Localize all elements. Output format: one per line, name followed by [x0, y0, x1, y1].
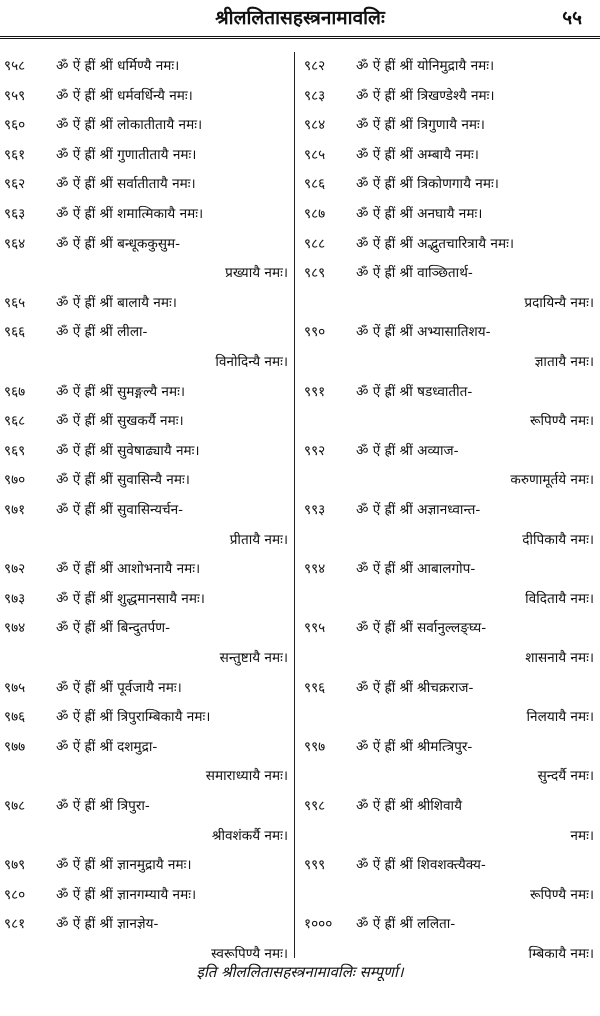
- entry-mantra: ॐ ऐं ह्रीं श्रीं श्रीचक्रराज-: [356, 679, 474, 696]
- entry-continuation: प्रदायिन्यै नमः।: [524, 294, 594, 311]
- header-rule: [0, 36, 600, 39]
- entry-mantra: ॐ ऐं ह्रीं श्रीं आबालगोप-: [356, 561, 476, 578]
- name-entry: [304, 200, 594, 229]
- entry-number: ९६२: [4, 176, 26, 193]
- entry-number: ९६४: [4, 235, 26, 252]
- entry-number: ९६६: [4, 324, 26, 341]
- entry-number: ९९७: [304, 738, 326, 755]
- entry-mantra: ॐ ऐं ह्रीं श्रीं धर्मिण्यै नमः।: [56, 58, 180, 74]
- name-entry: [4, 881, 288, 910]
- entry-mantra: ॐ ऐं ह्रीं श्रीं सुवेषाढ्यायै नमः।: [56, 442, 200, 459]
- entry-mantra: ॐ ऐं ह्रीं श्रीं ज्ञानज्ञेय-: [56, 916, 159, 933]
- entry-mantra: ॐ ऐं ह्रीं श्रीं लोकातीतायै नमः।: [56, 117, 203, 134]
- entry-continuation-line: [4, 822, 288, 851]
- entry-number: ९६९: [4, 442, 26, 459]
- name-entry: [4, 733, 288, 762]
- right-column: [304, 52, 594, 962]
- name-entry: [304, 141, 594, 170]
- name-entry: [4, 82, 288, 111]
- name-entry: [304, 170, 594, 199]
- entry-continuation: रूपिण्यै नमः।: [529, 413, 594, 430]
- name-entry: [4, 674, 288, 703]
- name-entry: [4, 555, 288, 584]
- entry-mantra: ॐ ऐं ह्रीं श्रीं बिन्दुतर्पण-: [56, 620, 170, 637]
- entry-continuation: रूपिण्यै नमः।: [529, 886, 594, 903]
- name-entry: [4, 52, 288, 81]
- name-entry: [4, 318, 288, 347]
- entry-continuation-line: [304, 466, 594, 495]
- name-entry: [304, 674, 594, 703]
- name-entry: [4, 437, 288, 466]
- entry-continuation-line: [4, 644, 288, 673]
- entry-number: ९७०: [4, 472, 26, 489]
- entry-continuation-line: [304, 289, 594, 318]
- name-entry: [304, 555, 594, 584]
- name-entry: [4, 910, 288, 939]
- entry-number: ९८२: [304, 58, 326, 74]
- entry-continuation: सुन्दर्यै नमः।: [537, 768, 594, 785]
- name-entry: [304, 82, 594, 111]
- entry-continuation: शासनायै नमः।: [525, 650, 594, 666]
- entry-number: ९७६: [4, 709, 26, 726]
- entry-number: ९८९: [304, 265, 326, 282]
- entry-number: ९९९: [304, 857, 326, 874]
- entry-continuation: समाराध्यायै नमः।: [205, 768, 288, 785]
- entry-mantra: ॐ ऐं ह्रीं श्रीं त्रिगुणायै नमः।: [356, 117, 485, 134]
- entry-mantra: ॐ ऐं ह्रीं श्रीं सुवासिन्यर्चन-: [56, 502, 184, 518]
- entry-continuation: नमः।: [570, 827, 594, 844]
- page-title: श्रीललितासहस्त्रनामावलिः: [215, 7, 385, 29]
- name-entry: [4, 407, 288, 436]
- entry-continuation-line: [304, 762, 594, 791]
- entry-number: ९९०: [304, 324, 326, 341]
- entry-continuation: विदितायै नमः।: [525, 590, 594, 607]
- name-entry: [4, 703, 288, 732]
- entry-mantra: ॐ ऐं ह्रीं श्रीं त्रिखण्डेश्यै नमः।: [356, 87, 495, 104]
- entry-mantra: ॐ ऐं ह्रीं श्रीं अभ्यासातिशय-: [356, 324, 491, 341]
- name-entry: [4, 170, 288, 199]
- entry-continuation-line: [4, 348, 288, 377]
- entry-number: ९६०: [4, 117, 26, 134]
- entry-continuation-line: [304, 585, 594, 614]
- entry-number: ९९८: [304, 798, 326, 814]
- name-entry: [304, 437, 594, 466]
- left-column: [4, 52, 288, 962]
- name-entry: [4, 289, 288, 318]
- name-entry: [304, 851, 594, 880]
- entry-mantra: ॐ ऐं ह्रीं श्रीं बन्धूककुसुम-: [56, 235, 181, 252]
- entry-mantra: ॐ ऐं ह्रीं श्रीं सुमङ्गल्यै नमः।: [56, 383, 185, 400]
- entry-mantra: ॐ ऐं ह्रीं श्रीं त्रिपुरा-: [56, 798, 150, 814]
- entry-continuation-line: [304, 703, 594, 732]
- entry-continuation: दीपिकायै नमः।: [522, 531, 594, 548]
- entry-number: ९८६: [304, 176, 326, 193]
- name-entry: [304, 792, 594, 821]
- entry-mantra: ॐ ऐं ह्रीं श्रीं शमात्मिकायै नमः।: [56, 206, 204, 222]
- entry-mantra: ॐ ऐं ह्रीं श्रीं ज्ञानगम्यायै नमः।: [56, 886, 197, 903]
- name-entry: [4, 792, 288, 821]
- entry-number: ९९३: [304, 502, 326, 518]
- entry-number: ९६७: [4, 383, 26, 400]
- entry-number: ९९५: [304, 620, 326, 637]
- colophon: इति श्रीललितासहस्त्रनामावलिः सम्पूर्णा।: [196, 963, 404, 981]
- entry-mantra: ॐ ऐं ह्रीं श्रीं सुवासिन्यै नमः।: [56, 472, 190, 489]
- entry-mantra: ॐ ऐं ह्रीं श्रीं शुद्धमानसायै नमः।: [56, 590, 205, 607]
- page-number: ५५: [562, 7, 582, 29]
- entry-mantra: ॐ ऐं ह्रीं श्रीं सर्वानुल्लङ्घ्य-: [356, 620, 487, 637]
- entry-number: ९६१: [4, 146, 26, 163]
- entry-mantra: ॐ ऐं ह्रीं श्रीं अज्ञानध्वान्त-: [356, 502, 481, 518]
- name-entry: [304, 230, 594, 259]
- entry-number: ९८५: [304, 146, 326, 163]
- entry-number: ९८३: [304, 87, 326, 104]
- entry-mantra: ॐ ऐं ह्रीं श्रीं शिवशक्त्यैक्य-: [356, 857, 486, 874]
- column-divider: [294, 52, 295, 958]
- entry-number: ९८८: [304, 235, 326, 252]
- entry-number: ९७५: [4, 679, 26, 696]
- name-entry: [4, 378, 288, 407]
- entry-number: ९९४: [304, 561, 326, 578]
- entry-number: ९७७: [4, 738, 26, 755]
- entry-continuation-line: [4, 259, 288, 288]
- entry-number: ९७८: [4, 798, 26, 814]
- entry-continuation: स्वरूपिण्यै नमः।: [211, 946, 288, 962]
- entry-number: ९७४: [4, 620, 26, 637]
- entry-number: ९९६: [304, 679, 326, 696]
- name-entry: [304, 318, 594, 347]
- name-entry: [4, 466, 288, 495]
- entry-continuation-line: [4, 762, 288, 791]
- name-entry: [304, 378, 594, 407]
- entry-continuation-line: [304, 644, 594, 673]
- name-entry: [304, 910, 594, 939]
- entry-number: १०००: [304, 916, 333, 933]
- entry-mantra: ॐ ऐं ह्रीं श्रीं पूर्वजायै नमः।: [56, 679, 182, 696]
- name-entry: [4, 614, 288, 643]
- name-entry: [4, 200, 288, 229]
- entry-mantra: ॐ ऐं ह्रीं श्रीं ज्ञानमुद्रायै नमः।: [56, 857, 192, 874]
- name-entry: [4, 230, 288, 259]
- entry-mantra: ॐ ऐं ह्रीं श्रीं अद्भुतचारित्रायै नमः।: [356, 235, 514, 252]
- entry-mantra: ॐ ऐं ह्रीं श्रीं धर्मवर्धिन्यै नमः।: [56, 87, 193, 104]
- entry-mantra: ॐ ऐं ह्रीं श्रीं अम्बायै नमः।: [356, 146, 479, 163]
- entry-continuation-line: [304, 526, 594, 555]
- name-entry: [4, 585, 288, 614]
- entry-continuation: सन्तुष्टायै नमः।: [219, 650, 288, 666]
- name-entry: [4, 111, 288, 140]
- entry-continuation: श्रीवशंकर्यै नमः।: [211, 827, 288, 844]
- entry-number: ९९२: [304, 442, 326, 459]
- name-entry: [304, 52, 594, 81]
- entry-number: ९५८: [4, 58, 26, 74]
- entry-continuation-line: [304, 407, 594, 436]
- name-entry: [4, 141, 288, 170]
- entry-continuation-line: [304, 822, 594, 851]
- entry-mantra: ॐ ऐं ह्रीं श्रीं त्रिकोणगायै नमः।: [356, 176, 499, 193]
- entry-number: ९७९: [4, 857, 26, 874]
- entry-mantra: ॐ ऐं ह्रीं श्रीं योनिमुद्रायै नमः।: [356, 58, 495, 74]
- entry-mantra: ॐ ऐं ह्रीं श्रीं अनघायै नमः।: [356, 206, 483, 222]
- entry-mantra: ॐ ऐं ह्रीं श्रीं आशोभनायै नमः।: [56, 561, 201, 578]
- entry-number: ९५९: [4, 87, 26, 104]
- entry-continuation: प्रीतायै नमः।: [229, 531, 288, 548]
- page-header: [0, 0, 600, 34]
- entry-mantra: ॐ ऐं ह्रीं श्रीं दशमुद्रा-: [56, 738, 158, 755]
- entry-number: ९८७: [304, 206, 326, 222]
- entry-continuation: विनोदिन्यै नमः।: [215, 354, 288, 370]
- entry-continuation: निलयायै नमः।: [526, 709, 594, 726]
- entry-mantra: ॐ ऐं ह्रीं श्रीं श्रीशिवायै: [356, 798, 462, 814]
- entry-number: ९६३: [4, 206, 26, 222]
- entry-continuation-line: [304, 348, 594, 377]
- entry-number: ९८१: [4, 916, 26, 933]
- entry-mantra: ॐ ऐं ह्रीं श्रीं श्रीमत्त्रिपुर-: [356, 738, 473, 755]
- entry-mantra: ॐ ऐं ह्रीं श्रीं लीला-: [56, 324, 148, 341]
- entry-mantra: ॐ ऐं ह्रीं श्रीं त्रिपुराम्बिकायै नमः।: [56, 709, 211, 726]
- name-entry: [4, 496, 288, 525]
- entry-mantra: ॐ ऐं ह्रीं श्रीं वाञ्छितार्थ-: [356, 265, 473, 282]
- entry-number: ९८४: [304, 117, 326, 134]
- entry-mantra: ॐ ऐं ह्रीं श्रीं अव्याज-: [356, 442, 459, 459]
- entry-continuation-line: [4, 526, 288, 555]
- entry-number: ९६८: [4, 413, 26, 430]
- name-entry: [4, 851, 288, 880]
- name-entry: [304, 614, 594, 643]
- entry-number: ९९१: [304, 383, 326, 400]
- entry-mantra: ॐ ऐं ह्रीं श्रीं सर्वातीतायै नमः।: [56, 176, 196, 193]
- entry-continuation: प्रख्यायै नमः।: [225, 265, 288, 282]
- entry-number: ९७३: [4, 590, 26, 607]
- entry-mantra: ॐ ऐं ह्रीं श्रीं बालायै नमः।: [56, 294, 177, 311]
- name-entry: [304, 496, 594, 525]
- entry-mantra: ॐ ऐं ह्रीं श्रीं षडध्वातीत-: [356, 383, 473, 400]
- name-entry: [304, 259, 594, 288]
- entry-mantra: ॐ ऐं ह्रीं श्रीं ललिता-: [356, 916, 456, 933]
- name-entry: [304, 111, 594, 140]
- entry-number: ९७२: [4, 561, 26, 578]
- entry-number: ९८०: [4, 886, 26, 903]
- entry-mantra: ॐ ऐं ह्रीं श्रीं गुणातीतायै नमः।: [56, 146, 197, 163]
- entry-number: ९६५: [4, 294, 26, 311]
- entry-mantra: ॐ ऐं ह्रीं श्रीं सुखकर्यै नमः।: [56, 413, 184, 430]
- name-entry: [304, 733, 594, 762]
- entry-continuation: ज्ञातायै नमः।: [534, 354, 594, 370]
- entry-continuation: करुणामूर्तये नमः।: [510, 472, 594, 489]
- entry-continuation-line: [304, 881, 594, 910]
- entry-continuation: म्बिकायै नमः।: [528, 946, 594, 962]
- entry-number: ९७१: [4, 502, 26, 518]
